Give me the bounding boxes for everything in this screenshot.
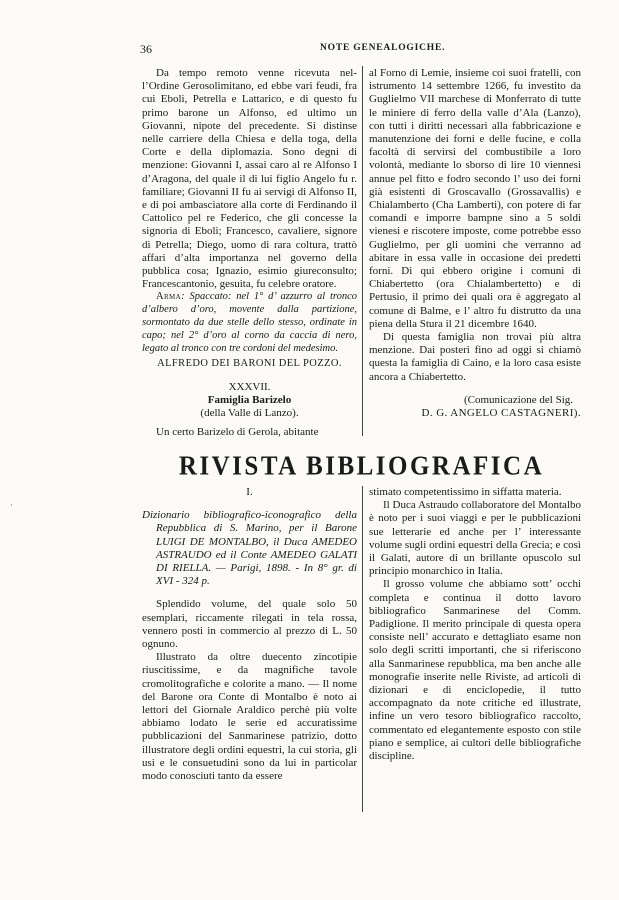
review-paragraph-1: Splendido volume, del quale solo 50 esemplari, riccamente rilegati in tela rossa, vennero posti in commercio al prezzo di L. 50 ognuno. (142, 598, 357, 651)
section-title: RIVISTA BIBLIOGRAFICA (178, 451, 545, 482)
running-header (140, 42, 580, 56)
family-title: Famiglia Barizelo (207, 393, 292, 406)
arms-text: : Spaccato: nel 1° d’ azzurro al tronco d’albero d’oro, movente dalla partizione, sormontato da due stelle dello stesso, ordinate in capo; nel 2° d’oro al corno da caccia di nero, legato al tronco con tre cordoni del medesimo. (142, 291, 357, 354)
review-paragraph-2: Illustrato da oltre duecento zincotipie riuscitissime, e da magnifiche tavole cromolitografiche e colorite a mano. — Il nome del Barone ora Conte di Montalbo è noto ai lettori del Giornale Araldico perchè più volte abbiamo lodato le serie ed accuratissime pubblicazioni del Sanmarinese patrizio, dotto illustratore degli ordini equestri, la cui storia, gli usi e le consuetudini sono da lui in particolar modo conosciuti tanto da essere (142, 651, 357, 783)
family-subtitle: (della Valle di Lanzo). (200, 407, 299, 420)
left-column-bottom (142, 486, 357, 783)
review-paragraph-4: Il grosso volume che abbiamo sott’ occhi completa e continua il dotto lavoro bibliografico Sanmarinese del Comm. Padiglione. Il merito principale di questa opera consiste nell’ accurato e dettagliato esame non solo degli scritti importanti, che si riferiscono alla Sanmarinese repubblica, ma ben anche alle monografie inserite nelle Riviste, ad articoli di dizionari e di enciclopedie, il tutto accompagnato da note critiche ed illustrate, infine un vero tesoro bibliografico raccolto, commentato ed elegantemente esposto con stile piano e semplice, ai cultori delle bibliografiche discipline. (369, 578, 581, 763)
communicator-name: D. G. ANGELO CASTAGNERI). (421, 407, 581, 420)
coat-of-arms-description (142, 291, 357, 355)
margin-mark: · (10, 500, 13, 510)
right-column-bottom (369, 486, 581, 763)
arms-label: Arma (156, 291, 182, 303)
section-number: XXXVII. (228, 380, 271, 393)
column-rule-bottom (362, 486, 363, 812)
review-number: I. (246, 486, 253, 498)
author-signature: ALFREDO DEI BARONI DEL POZZO. (157, 358, 342, 370)
communication-note: (Comunicazione del Sig. (463, 393, 573, 406)
left-column-top (142, 67, 357, 439)
right-column-top (369, 67, 581, 420)
review-paragraph-3: Il Duca Astraudo collaboratore del Montalbo è noto per i suoi viaggi e per le pubblicazioni sue letterarie ed anche per l’ interessante volume sugli ordini equestri della Grecia; e così il Galati, autore di un brillante opuscolo sul principio monarchico in Italia. (369, 499, 581, 578)
citation-text: Dizionario bibliografico-iconografico della Repubblica di S. Marino, per il Barone LUIGI DE MONTALBO, il Duca AMEDEO ASTRAUDO ed il Conte AMEDEO GALATI DI RIELLA. — Parigi, 1898. - In 8° gr. di XVI - 324 p. (142, 509, 357, 588)
paragraph-pozzo-family: Da tempo remoto venne ricevuta nel-l’Ordine Gerosolimitano, ed ebbe vari feudi, fra cui Eboli, Petrella e Lattarico, e di questo fu primo barone un Alfonso, ed ultimo un Giovanni, nipote del precedente. Si distinse nelle carriere della Chiesa e della toga, della Corte e della diplomazia. Sono degni di menzione: Giovanni I, assai caro al re Alfonso I d’Aragona, del quale il di lui figlio Angelo fu r. familiare; Giovanni II fu ai servigi di Alfonso II, e di poi ambasciatore alla corte di Ferdinando il Cattolico pel re Federico, che gli concesse la signoria di Eboli; Francesco, cavaliere, signore di Petrella; Diego, uomo di rara coltura, trattò affari d’alta importanza nel governo della pubblica cosa; Ignazio, esimio giureconsulto; Francescantonio, gesuita, fu celebre oratore. (142, 67, 357, 291)
paragraph-barizelo-history: al Forno di Lemie, insieme coi suoi fratelli, con istrumento 14 settembre 1266, fu investito da Guglielmo VII marchese di Monferrato di tutte le miniere di ferro della valle d’Ala (Lanzo), con tutti i diritti necessari alla fabbricazione e manutenzione dei forni e delle fucine, e colla facoltà di servirsi del combustibile a loro volontà, mediante lo sborso di lire 10 viennesi annue pel fitto e fodro secondo l’ uso dei forni già esistenti di Groscavallo (Grossavallis) e Chialamberto (Cha Lamberti), con potere di far comandi e imporre bampne sino a 5 soldi vienesi e riscotere imposte, come potrebbe esso Guglielmo, per gli uomini che verranno ad abitare in essa valle in occasione dei predetti forni. Di qui ebbero origine i comuni di Chiabertetto (ora Chialambertetto) e di Pertusio, il primo dei quali ora è aggregato al comune di Balme, e l’ altro fu distrutto da una piena della Stura il 21 dicembre 1640. (369, 67, 581, 330)
barizelo-opening-line: Un certo Barizelo di Gerola, abitante (156, 426, 319, 439)
review-continuation: stimato competentissimo in siffatta materia. (369, 486, 562, 498)
column-rule-top (362, 66, 363, 436)
bibliographic-citation (142, 509, 357, 588)
paragraph-barizelo-mention: Di questa famiglia non trovai più altra menzione. Dai posteri fino ad oggi si chiamò questa la famiglia di Caino, e la loro casa esiste ancora a Chiabertetto. (369, 331, 581, 383)
page-number: 36 (140, 42, 152, 56)
running-title: NOTE GENEALOGICHE. (320, 43, 446, 53)
